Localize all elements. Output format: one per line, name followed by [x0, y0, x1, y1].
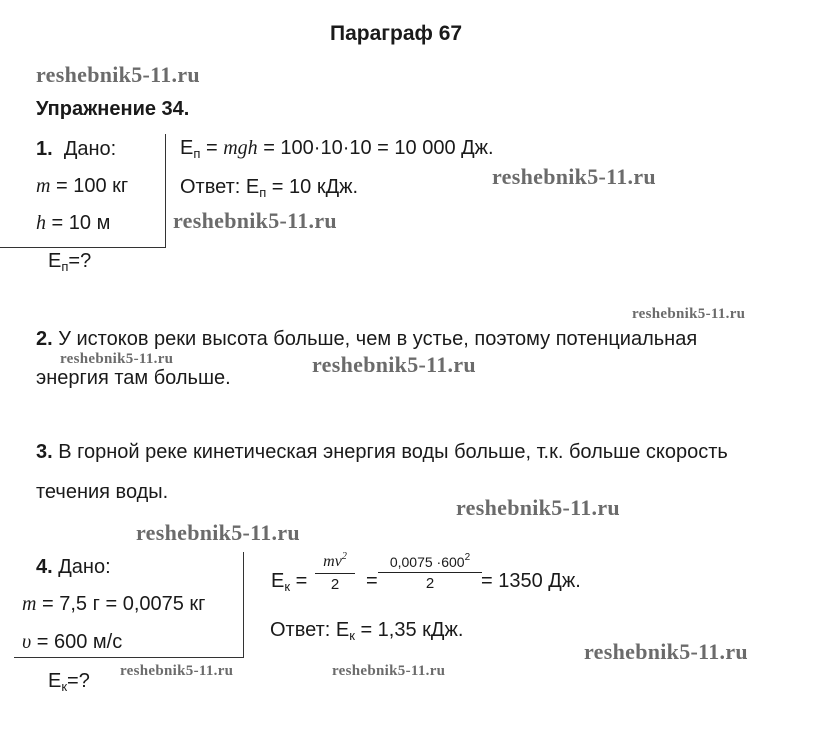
given-mass — [36, 175, 128, 198]
text: У истоков реки высота больше, чем в устье, поэтому потенциальная — [52, 328, 698, 350]
fraction-formula — [315, 553, 355, 593]
symbol-E: E — [48, 250, 62, 272]
symbol-E: E — [335, 619, 350, 641]
symbol-v: υ — [22, 631, 32, 653]
problem-4-given — [36, 556, 111, 579]
symbol-E: E — [180, 137, 194, 159]
formula-mgh: mgh — [223, 137, 258, 159]
watermark: reshebnik5-11.ru — [632, 306, 746, 322]
given-height — [36, 212, 110, 235]
given-divider — [0, 247, 166, 248]
problem-2-line-1 — [36, 328, 697, 351]
problem-2-number: 2. — [36, 328, 53, 350]
answer-label: Ответ: — [180, 176, 246, 198]
watermark: reshebnik5-11.ru — [332, 663, 446, 679]
text: В горной реке кинетическая энергия воды больше, т.к. больше скорость — [52, 441, 728, 463]
velocity-value: = 600 м/с — [31, 631, 123, 653]
given-label: Дано: — [52, 556, 111, 578]
given-label: Дано: — [63, 138, 117, 160]
symbol-E: E — [271, 570, 285, 592]
subscript: п — [259, 185, 267, 200]
equals-sign: = — [366, 570, 378, 592]
given-mass — [22, 593, 205, 616]
equation-lhs — [271, 570, 307, 593]
watermark: reshebnik5-11.ru — [120, 663, 234, 679]
watermark: reshebnik5-11.ru — [584, 639, 748, 664]
exponent: 2 — [341, 551, 347, 562]
subscript: к — [61, 679, 68, 694]
calculation: = 100·10·10 = 10 000 Дж. — [257, 137, 494, 159]
problem-1-number: 1. — [36, 138, 53, 160]
fraction-numerator — [315, 553, 355, 571]
equation-result: = 1350 Дж. — [481, 570, 581, 592]
unknown-mark: =? — [67, 670, 90, 692]
watermark: reshebnik5-11.ru — [312, 352, 476, 377]
subscript: п — [61, 259, 69, 274]
fraction-bar — [315, 573, 355, 574]
equals-sign: = — [200, 137, 224, 159]
subscript: к — [284, 579, 291, 594]
fraction-numbers — [378, 554, 482, 592]
answer — [180, 176, 358, 199]
fraction-numerator — [378, 554, 482, 570]
unknown-mark: =? — [68, 250, 92, 272]
numerator-text: mv — [323, 553, 342, 570]
problem-3-number: 3. — [36, 441, 53, 463]
symbol-m: m — [36, 175, 51, 197]
find-energy — [48, 250, 91, 273]
problem-4-number: 4. — [36, 556, 53, 578]
answer-value: = 1,35 кДж. — [354, 619, 464, 641]
answer-value: = 10 кДж. — [266, 176, 359, 198]
watermark: reshebnik5-11.ru — [36, 62, 200, 87]
problem-3-line-1 — [36, 441, 728, 464]
watermark: reshebnik5-11.ru — [136, 520, 300, 545]
watermark: reshebnik5-11.ru — [456, 495, 620, 520]
watermark: reshebnik5-11.ru — [60, 351, 174, 367]
exponent: 2 — [464, 552, 471, 563]
fraction-bar — [378, 572, 482, 573]
given-divider — [14, 657, 244, 658]
mass-value: = 100 кг — [50, 175, 129, 197]
solution-equation — [180, 137, 494, 160]
given-divider-vertical — [165, 134, 166, 248]
answer-label: Ответ: — [270, 619, 336, 641]
symbol-E: E — [245, 176, 260, 198]
problem-3-line-2: течения воды. — [36, 481, 169, 503]
equals-sign: = — [290, 570, 308, 592]
fraction-denominator: 2 — [330, 576, 340, 593]
fraction-denominator: 2 — [425, 575, 435, 592]
find-energy — [48, 670, 90, 693]
height-value: = 10 м — [46, 212, 111, 234]
answer — [270, 619, 463, 642]
subscript: п — [193, 146, 201, 161]
symbol-m: m — [22, 593, 37, 615]
watermark: reshebnik5-11.ru — [173, 208, 337, 233]
symbol-E: E — [48, 670, 62, 692]
exercise-title: Упражнение 34. — [36, 98, 190, 120]
page-heading: Параграф 67 — [330, 22, 463, 45]
watermark: reshebnik5-11.ru — [492, 164, 656, 189]
given-divider-vertical — [243, 552, 244, 658]
symbol-h: h — [36, 212, 46, 234]
subscript: к — [349, 628, 355, 643]
given-velocity — [22, 631, 122, 654]
problem-1-given — [36, 138, 116, 161]
problem-2-line-2: энергия там больше. — [36, 367, 231, 389]
mass-value: = 7,5 г = 0,0075 кг — [36, 593, 206, 615]
numerator-text: 0,0075 ·600 — [389, 554, 465, 570]
